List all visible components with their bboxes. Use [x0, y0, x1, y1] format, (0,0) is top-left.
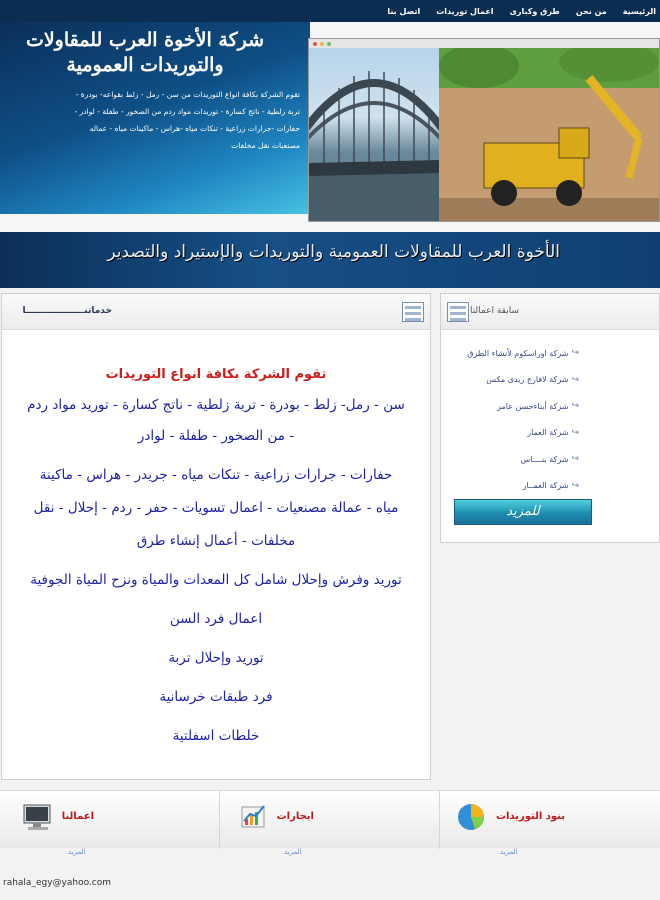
services-heading: تقوم الشركة بكافة انواع التوريدات [105, 367, 327, 382]
nav-home[interactable]: الرئيسية [622, 6, 656, 16]
box-our-works[interactable] [0, 791, 220, 849]
services-header [2, 294, 430, 330]
works-link[interactable]: ↪ شركة لافارج ريدى مكس [486, 374, 579, 385]
banner [0, 232, 660, 288]
company-description: تقوم الشركة بكافة انواع التوريدات من سن - رمل - زلط بقواعه- بودرة - تربة زلطية - ناتج كسارة - توريدات مواد ردم من الصخور - طفلة - لوادر - حفارات -جرارات زراعية - تنكات مياه -هراس - ماكينات مياه - عماله مصنعيات نقل مخلفات [74, 90, 300, 150]
box-rentals[interactable] [220, 791, 440, 849]
more-link-supplies[interactable]: المزيد [500, 848, 518, 856]
contact-email[interactable]: rahala_egy@yahoo.com [3, 878, 112, 888]
service-line: حفارات - جرارات زراعية - تنكات مياه - جريدر - هراس - ماكينة [39, 467, 393, 483]
works-link[interactable]: ↪ شركة العمار [527, 427, 579, 438]
link-icon: ↪ [571, 348, 579, 359]
bridge-photo [309, 48, 439, 221]
link-icon: ↪ [571, 480, 579, 491]
link-icon: ↪ [571, 401, 579, 412]
banner-text: الأخوة العرب للمقاولات العمومية والتوريدات والإستيراد والتصدير [107, 242, 560, 262]
works-list [449, 340, 579, 499]
works-header [441, 294, 659, 330]
window-bar [309, 39, 659, 48]
link-icon: ↪ [571, 427, 579, 438]
service-line: - من الصخور - طفلة - لوادر [137, 428, 295, 444]
service-line: اعمال فرد السن [169, 611, 263, 627]
services-body [2, 331, 430, 753]
chart-icon [238, 801, 270, 833]
works-link[interactable]: ↪ شركة العمــار [522, 480, 579, 491]
link-icon: ↪ [571, 374, 579, 385]
bottom-boxes [0, 790, 660, 848]
box-supplies-title: بنود التوريدات [495, 811, 565, 822]
works-link[interactable]: ↪ شركة اوراسكوم لأنشاء الطرق [467, 348, 579, 359]
quarry-photo [439, 48, 659, 221]
more-link-our-works[interactable]: المزيد [68, 848, 86, 856]
list-window-icon [402, 302, 424, 322]
nav-supplies[interactable]: اعمال توريدات [436, 6, 494, 16]
more-link-rentals[interactable]: المزيد [284, 848, 302, 856]
service-line: سن - رمل- زلط - بودرة - تربة زلطية - ناتج كسارة - توريد مواد ردم [27, 397, 405, 413]
service-line: مياه - عمالة مصنعيات - اعمال تسويات - حفر - ردم - إحلال - نقل [33, 500, 399, 516]
service-line: فرد طبقات خرسانية [159, 689, 273, 705]
nav-about[interactable]: من نحن [575, 6, 607, 16]
nav-contact[interactable]: اتصل بنا [387, 6, 421, 16]
header [0, 22, 660, 232]
box-supplies[interactable] [440, 791, 660, 849]
company-title: شركة الأخوة العرب للمقاولات والتوريدات العمومية [25, 29, 265, 76]
computer-icon [22, 801, 54, 833]
works-link[interactable]: ↪ شركة أبناءحسن عامر [497, 401, 579, 412]
box-rentals-title: ايجارات [276, 811, 314, 822]
pie-chart-icon [455, 801, 487, 833]
list-window-icon [447, 302, 469, 322]
services-title: خدماتنـــــــــــــــــــا [22, 306, 112, 316]
nav-roads[interactable]: طرق وكبارى [509, 6, 560, 16]
box-our-works-title: اعمالنا [61, 811, 94, 822]
link-icon: ↪ [571, 454, 579, 465]
works-title: سابقة اعمالنا [469, 306, 519, 316]
top-nav [0, 0, 660, 22]
header-intro [0, 22, 310, 214]
service-line: توريد وإحلال تربة [168, 650, 264, 666]
service-line: توريد وفرش وإحلال شامل كل المعدات والمياة ونزح المياة الجوفية [30, 572, 402, 588]
service-line: مخلفات - أعمال إنشاء طرق [136, 533, 296, 549]
more-button[interactable]: للمزيد [454, 499, 592, 525]
header-photo-frame [308, 38, 660, 222]
service-line: خلطات اسفلتية [172, 728, 260, 744]
works-link[interactable]: ↪ شركة بنــــاس [520, 454, 579, 465]
previous-works-panel [440, 293, 660, 543]
services-panel [1, 293, 431, 780]
